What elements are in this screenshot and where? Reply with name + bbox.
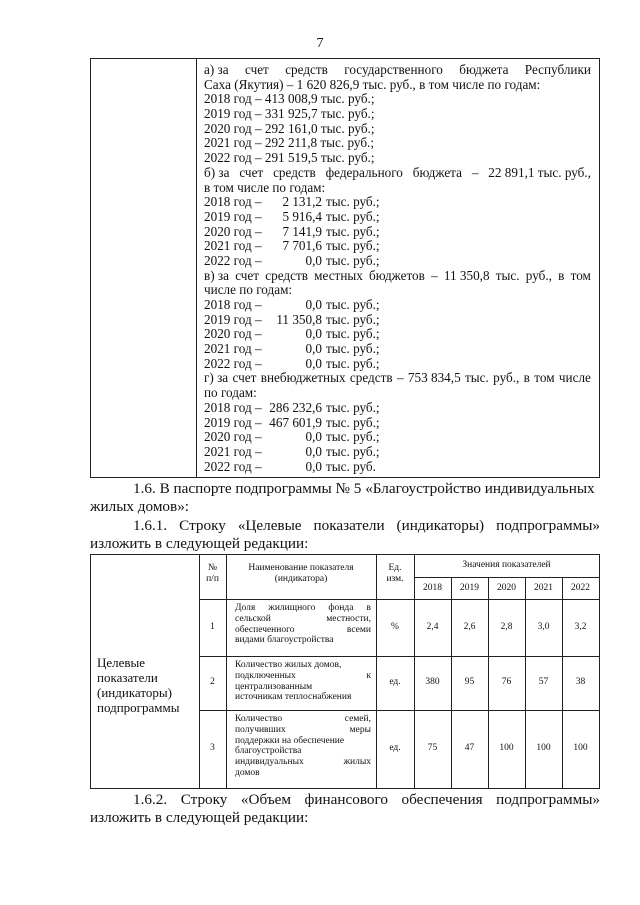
year-unit: тыс. руб.; bbox=[326, 311, 380, 327]
word: 1.6.1. bbox=[133, 517, 168, 534]
word: счет bbox=[244, 62, 269, 77]
year-label: 2018 год – bbox=[204, 399, 262, 415]
word: средств bbox=[273, 164, 316, 180]
row-number: 1 bbox=[210, 621, 215, 632]
year-header: 2021 bbox=[534, 583, 553, 593]
year-unit: тыс. руб.; bbox=[326, 194, 380, 210]
year-unit: тыс. руб.; bbox=[326, 208, 380, 224]
word: всеми bbox=[346, 624, 371, 635]
row-label-line: подпрограммы bbox=[97, 700, 180, 715]
word: тыс. bbox=[465, 370, 489, 386]
funding-c-year bbox=[204, 327, 591, 342]
funding-c-year bbox=[204, 357, 591, 372]
indicator-name bbox=[235, 714, 371, 779]
year-label: 2022 год – bbox=[204, 355, 262, 371]
year-label: 2019 год – bbox=[204, 414, 262, 430]
year-unit: тыс. руб.; bbox=[326, 355, 380, 371]
word: индивидуальных bbox=[235, 757, 304, 768]
word: том bbox=[570, 267, 591, 283]
word: фонда bbox=[328, 603, 354, 613]
word: том bbox=[534, 370, 555, 386]
word: обеспеченного bbox=[235, 624, 295, 635]
year-label: 2019 год – bbox=[204, 208, 262, 224]
row-number: 3 bbox=[210, 743, 215, 753]
indicator-value: 3,0 bbox=[537, 621, 550, 632]
funding-text-cell bbox=[204, 63, 591, 474]
word: «Целевые bbox=[237, 517, 302, 534]
indicator-value: 75 bbox=[427, 743, 438, 753]
word: бюджета bbox=[412, 164, 462, 180]
funding-b-line2: в том числе по годам: bbox=[204, 180, 326, 195]
word: в bbox=[366, 603, 371, 613]
year-header: 2022 bbox=[571, 583, 590, 593]
word: семей, bbox=[344, 714, 371, 724]
word: числе bbox=[558, 370, 591, 386]
indicator-value: 100 bbox=[536, 743, 551, 753]
indicator-line: домов bbox=[235, 767, 260, 778]
year-amount: 0,0 bbox=[305, 355, 322, 371]
para-1-6-1-line1 bbox=[133, 517, 600, 535]
funding-d-year bbox=[204, 445, 591, 460]
indicator-value: 2,4 bbox=[426, 621, 439, 632]
year-label: 2022 год – bbox=[204, 252, 262, 268]
year-label: 2019 год – bbox=[204, 311, 262, 327]
indicator-line: благоустройства bbox=[235, 746, 302, 757]
year-amount: 7 141,9 bbox=[282, 223, 322, 239]
word: Строку bbox=[180, 791, 228, 808]
indicator-name bbox=[235, 660, 371, 703]
header-no-line: п/п bbox=[206, 574, 219, 584]
header-name-line: (индикатора) bbox=[274, 574, 328, 584]
year-unit: тыс. руб.; bbox=[326, 223, 380, 239]
indicator-value: 38 bbox=[575, 677, 586, 687]
year-label: 2018 год – bbox=[204, 297, 262, 312]
word: сельской bbox=[235, 613, 271, 624]
indicator-value: 380 bbox=[425, 677, 440, 687]
year-header: 2020 bbox=[497, 583, 516, 593]
funding-a-year: 2020 год – 292 161,0 тыс. руб.; bbox=[204, 121, 375, 136]
indicator-line: Количество жилых домов, bbox=[235, 660, 342, 670]
indicator-value: 95 bbox=[464, 677, 475, 687]
header-unit bbox=[376, 563, 414, 585]
year-amount: 11 350,8 bbox=[276, 311, 322, 327]
year-unit: тыс. руб.; bbox=[326, 341, 380, 357]
indicator-value: 100 bbox=[573, 743, 588, 753]
word: б) за bbox=[204, 164, 230, 180]
row-unit: ед. bbox=[389, 677, 401, 687]
year-amount: 286 232,6 bbox=[269, 399, 322, 415]
para-1-6-2-line1 bbox=[133, 791, 600, 809]
word: Количество bbox=[235, 714, 283, 724]
year-header: 2019 bbox=[460, 583, 479, 593]
header-indicator-name bbox=[226, 563, 376, 585]
funding-c-line1 bbox=[204, 269, 591, 284]
funding-b-year bbox=[204, 225, 591, 240]
word: меры bbox=[349, 724, 371, 735]
word: а) за bbox=[204, 62, 229, 77]
year-amount: 467 601,9 bbox=[269, 414, 322, 430]
word: счет bbox=[235, 267, 260, 283]
word: руб., bbox=[493, 370, 520, 386]
funding-d-year bbox=[204, 460, 591, 475]
row-label-line: Целевые bbox=[97, 655, 146, 670]
indicator-value: 3,2 bbox=[574, 621, 587, 632]
year-amount: 0,0 bbox=[305, 326, 322, 342]
year-label: 2020 год – bbox=[204, 326, 262, 342]
year-label: 2021 год – bbox=[204, 443, 262, 459]
indicator-value: 47 bbox=[464, 743, 475, 753]
word: средств bbox=[285, 62, 328, 77]
year-unit: тыс. руб.; bbox=[326, 429, 380, 445]
indicator-line: поддержки на обеспечение bbox=[235, 735, 345, 746]
funding-c-year bbox=[204, 313, 591, 328]
year-unit: тыс. руб.; bbox=[326, 399, 380, 415]
funding-d-line2: по годам: bbox=[204, 386, 257, 401]
year-unit: тыс. руб.; bbox=[326, 414, 380, 430]
word: счет bbox=[232, 370, 257, 386]
word: местных bbox=[314, 267, 363, 283]
year-unit: тыс. руб.; bbox=[326, 326, 380, 342]
para-1-6-line1: 1.6. В паспорте подпрограммы № 5 «Благоустройство индивидуальных bbox=[133, 480, 595, 497]
funding-a-line2: Саха (Якутия) – 1 620 826,9 тыс. руб., в том числе по годам: bbox=[204, 77, 541, 92]
year-label: 2021 год – bbox=[204, 341, 262, 357]
word: в bbox=[523, 370, 530, 386]
header-unit-line: Ед. bbox=[388, 563, 402, 573]
word: бюджета bbox=[459, 62, 509, 77]
year-amount: 0,0 bbox=[305, 429, 322, 445]
funding-b-year bbox=[204, 195, 591, 210]
indicator-line bbox=[235, 625, 371, 636]
para-1-6-2-line2: изложить в следующей редакции: bbox=[90, 809, 309, 826]
word: Доля bbox=[235, 603, 256, 613]
word: (индикаторы) bbox=[396, 517, 485, 534]
word: 22 891,1 тыс. руб., bbox=[488, 164, 591, 180]
header-values: Значения показателей bbox=[462, 560, 551, 570]
funding-c-year bbox=[204, 342, 591, 357]
year-amount: 7 701,6 bbox=[282, 238, 322, 254]
year-label: 2020 год – bbox=[204, 223, 262, 239]
funding-c-year bbox=[204, 298, 591, 313]
year-unit: тыс. руб.; bbox=[326, 252, 380, 268]
year-unit: тыс. руб.; bbox=[326, 443, 380, 459]
row-unit: % bbox=[391, 621, 399, 632]
word: руб., bbox=[525, 267, 552, 283]
year-label: 2021 год – bbox=[204, 238, 262, 254]
year-unit: тыс. руб. bbox=[326, 458, 376, 474]
word: жилых bbox=[343, 757, 371, 768]
word: бюджетов bbox=[369, 267, 425, 283]
funding-a-line1 bbox=[204, 63, 591, 78]
year-unit: тыс. руб.; bbox=[326, 297, 380, 312]
word: подпрограммы» bbox=[496, 791, 600, 808]
indicator-line bbox=[235, 671, 371, 682]
funding-d-year bbox=[204, 430, 591, 445]
indicator-line bbox=[235, 757, 371, 768]
para-1-6-1-line2: изложить в следующей редакции: bbox=[90, 535, 309, 552]
row-number: 2 bbox=[210, 677, 215, 687]
word: внебюджетных bbox=[260, 370, 346, 386]
word: в) за bbox=[204, 267, 229, 283]
word: 753 834,5 bbox=[407, 370, 461, 386]
row-label-line: (индикаторы) bbox=[97, 685, 172, 700]
indicator-value: 2,6 bbox=[463, 621, 476, 632]
word: тыс. bbox=[495, 267, 520, 283]
word: средств bbox=[349, 370, 393, 386]
word: показатели bbox=[313, 517, 385, 534]
para-1-6-line2: жилых домов»: bbox=[90, 498, 190, 515]
indicator-value: 100 bbox=[499, 743, 514, 753]
word: жилищного bbox=[268, 603, 316, 613]
word: средств bbox=[265, 267, 308, 283]
indicator-line: видами благоустройства bbox=[235, 635, 334, 646]
indicator-line bbox=[235, 725, 371, 736]
indicator-name bbox=[235, 603, 371, 646]
indicator-value: 76 bbox=[501, 677, 512, 687]
word: «Объем bbox=[240, 791, 292, 808]
funding-b-year bbox=[204, 239, 591, 254]
page-number: 7 bbox=[316, 36, 324, 51]
header-unit-line: изм. bbox=[386, 574, 404, 584]
word: подпрограммы» bbox=[496, 517, 600, 534]
row-label-line: показатели bbox=[97, 670, 158, 685]
indicator-line: источникам теплоснабжения bbox=[235, 692, 352, 703]
year-label: 2018 год – bbox=[204, 194, 262, 210]
year-amount: 0,0 bbox=[305, 252, 322, 268]
funding-a-year: 2018 год – 413 008,9 тыс. руб.; bbox=[204, 92, 375, 107]
word: финансового bbox=[304, 791, 388, 808]
year-amount: 0,0 bbox=[305, 297, 322, 312]
row-unit: ед. bbox=[389, 743, 401, 753]
header-no-line: № bbox=[207, 563, 218, 573]
funding-d-year bbox=[204, 401, 591, 416]
word: получивших bbox=[235, 724, 286, 735]
word: – bbox=[396, 370, 404, 386]
indicator-value: 2,8 bbox=[500, 621, 513, 632]
year-label: 2020 год – bbox=[204, 429, 262, 445]
word: обеспечения bbox=[401, 791, 483, 808]
funding-table-divider bbox=[196, 59, 197, 477]
word: 1.6.2. bbox=[133, 791, 168, 808]
year-amount: 5 916,4 bbox=[282, 208, 322, 224]
word: федерального bbox=[325, 164, 403, 180]
indicators-row-label bbox=[97, 655, 179, 715]
word: в bbox=[558, 267, 565, 283]
word: Республики bbox=[524, 62, 591, 77]
indicators-table bbox=[90, 554, 600, 789]
funding-a-year: 2021 год – 292 211,8 тыс. руб.; bbox=[204, 136, 375, 151]
indicator-line bbox=[235, 714, 371, 725]
year-amount: 0,0 bbox=[305, 443, 322, 459]
year-unit: тыс. руб.; bbox=[326, 238, 380, 254]
word: к bbox=[366, 670, 371, 681]
word: – bbox=[431, 267, 438, 283]
year-amount: 0,0 bbox=[305, 458, 322, 474]
header-number bbox=[199, 563, 226, 585]
funding-a-year: 2022 год – 291 519,5 тыс. руб.; bbox=[204, 151, 375, 166]
word: местности, bbox=[326, 613, 371, 624]
funding-d-year bbox=[204, 416, 591, 431]
year-header: 2018 bbox=[423, 583, 442, 593]
year-amount: 2 131,2 bbox=[282, 194, 322, 210]
word: подключенных bbox=[235, 670, 296, 681]
funding-table bbox=[90, 58, 600, 478]
funding-d-line1 bbox=[204, 371, 591, 386]
year-amount: 0,0 bbox=[305, 341, 322, 357]
indicator-line: централизованным bbox=[235, 681, 313, 692]
header-name-line: Наименование показателя bbox=[248, 563, 354, 573]
funding-b-line1 bbox=[204, 166, 591, 181]
funding-a-year: 2019 год – 331 925,7 тыс. руб.; bbox=[204, 107, 375, 122]
funding-b-year bbox=[204, 254, 591, 269]
indicator-line bbox=[235, 614, 371, 625]
word: государственного bbox=[344, 62, 443, 77]
word: г) за bbox=[204, 370, 229, 386]
funding-b-year bbox=[204, 210, 591, 225]
year-label: 2022 год – bbox=[204, 458, 262, 474]
word: 11 350,8 bbox=[443, 267, 490, 283]
indicator-line bbox=[235, 603, 371, 614]
word: Строку bbox=[179, 517, 226, 534]
funding-c-line2: числе по годам: bbox=[204, 283, 293, 298]
word: – bbox=[471, 164, 479, 180]
word: счет bbox=[239, 164, 264, 180]
indicator-value: 57 bbox=[538, 677, 549, 687]
